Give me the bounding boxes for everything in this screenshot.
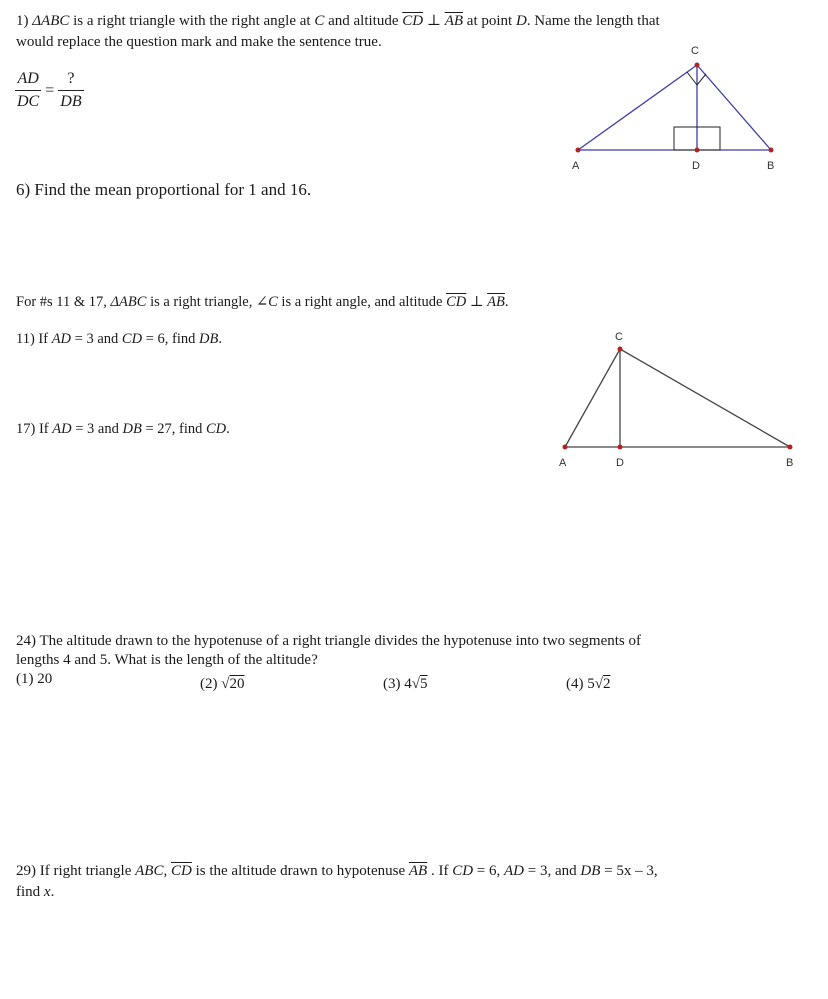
point-c-2 <box>618 347 623 352</box>
q24-line2: lengths 4 and 5. What is the length of the altitude? <box>16 652 318 668</box>
segment-cb-line <box>697 65 771 150</box>
q1-proportion: $\frac{AD}{DC}$ = $\frac{?}{DB}$ <box>15 68 84 113</box>
shared-intro: For #s 11 & 17, ΔABC is a right triangle, ∠C is a right angle, and altitude $\overline{CD}$ ⊥ $\overline{AB}$. <box>16 294 509 310</box>
q24-choice-4: (4) 5√2 <box>566 676 611 692</box>
q24-choice-3: (3) 4√5 <box>383 676 428 692</box>
label-d-2: D <box>616 457 624 469</box>
triangle-figure-1 <box>565 40 795 180</box>
label-d: D <box>692 160 700 172</box>
triangle-figure-2 <box>555 325 805 475</box>
point-a-2 <box>563 445 568 450</box>
segment-ab: $\overline{AB}$ <box>444 13 464 29</box>
point-d-2 <box>618 445 623 450</box>
q1-line1: 1) ΔABC is a right triangle with the right angle at C and altitude $\overline{CD}$ ⊥ $\overline{AB}$ at point D. Name the length that <box>16 13 660 29</box>
label-a-2: A <box>559 457 567 469</box>
segment-cd: $\overline{CD}$ <box>402 13 424 29</box>
q29-line1: 29) If right triangle ABC, $\overline{CD}$ is the altitude drawn to hypotenuse $\overline{AB}$ . If CD = 6, AD = 3, and DB = 5x – 3, <box>16 863 658 879</box>
q24-choice-2: (2) √20 <box>200 676 245 692</box>
q6-text: 6) Find the mean proportional for 1 and 16. <box>16 180 312 199</box>
q24-line1: 24) The altitude drawn to the hypotenuse of a right triangle divides the hypotenuse into two segments of <box>16 633 642 649</box>
point-a <box>576 148 581 153</box>
label-c-2: C <box>615 331 623 343</box>
point-d <box>695 148 700 153</box>
segment-ac-line <box>578 65 697 150</box>
point-b-2 <box>788 445 793 450</box>
point-b <box>769 148 774 153</box>
q1-line2: would replace the question mark and make the sentence true. <box>16 34 382 50</box>
label-b: B <box>767 160 775 172</box>
label-c: C <box>691 45 699 57</box>
label-b-2: B <box>786 457 794 469</box>
q11-text: 11) If AD = 3 and CD = 6, find DB. <box>16 331 222 347</box>
q29-line2: find x. <box>16 884 55 900</box>
segment-ac-line-2 <box>565 349 620 447</box>
segment-cb-line-2 <box>620 349 790 447</box>
q24-choice-1: (1) 20 <box>16 671 53 687</box>
fraction-blank-db: $\frac{?}{DB}$ <box>60 70 82 110</box>
q17-text: 17) If AD = 3 and DB = 27, find CD. <box>16 421 230 437</box>
label-a: A <box>572 160 580 172</box>
fraction-ad-dc: $\frac{AD}{DC}$ <box>17 70 40 110</box>
point-c <box>695 63 700 68</box>
